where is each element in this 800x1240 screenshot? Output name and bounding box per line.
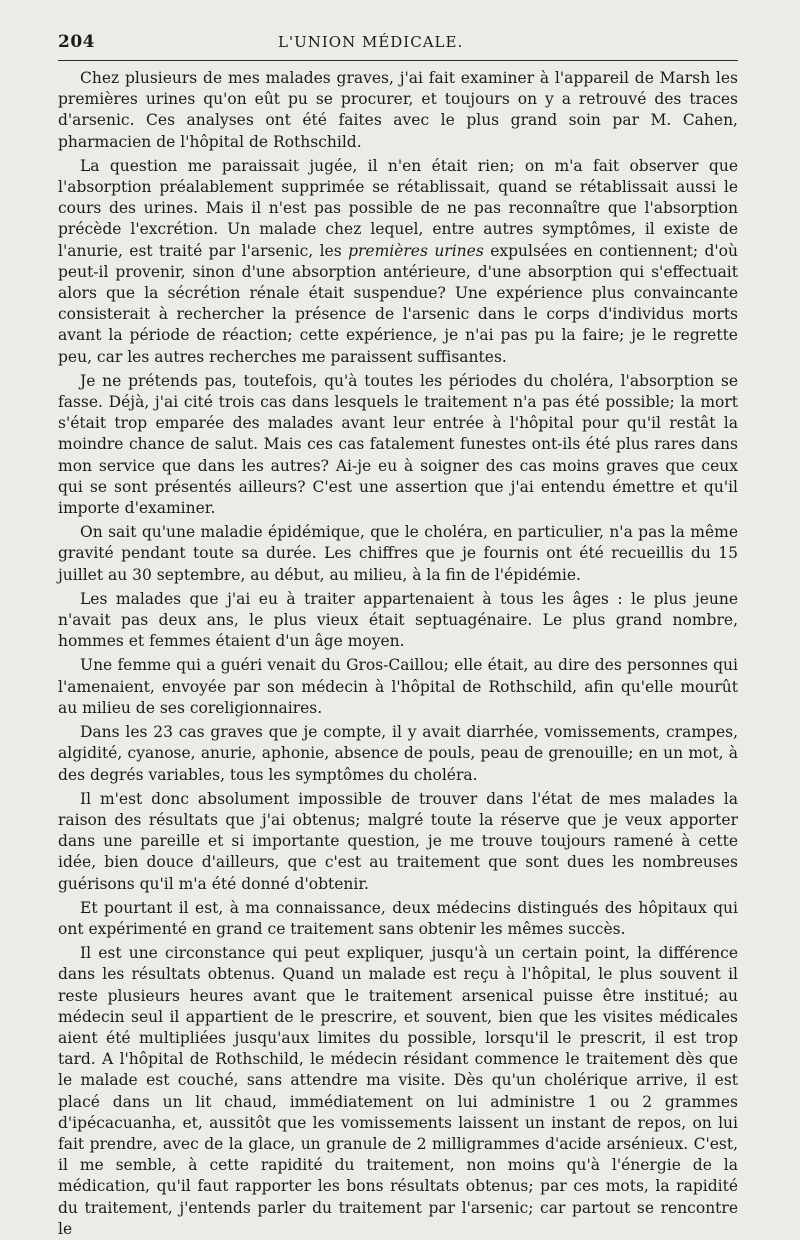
paragraph-8: Il m'est donc absolument impossible de trouver dans l'état de mes malades la raison des résultats que j'ai obtenus; malgré toute la réserve que je veux apporter dans une pareille et si importante question, je me trouve toujours ramené à cette idée, bien douce d'ailleurs, que c'est au traitement que sont dues les nombreuses guérisons qu'il m'a été donné d'obtenir. <box>58 789 738 893</box>
journal-title: L'UNION MÉDICALE. <box>278 33 464 51</box>
paragraph-5: Les malades que j'ai eu à traiter appartenaient à tous les âges : le plus jeune n'avait pas deux ans, le plus vieux était septuagénaire. Le plus grand nombre, hommes et femmes étaient d'un âge moyen. <box>58 589 738 651</box>
running-header <box>58 32 738 60</box>
paragraph-7: Dans les 23 cas graves que je compte, il y avait diarrhée, vomissements, crampes, algidité, cyanose, anurie, aphonie, absence de pouls, peau de grenouille; en un mot, à des degrés variables, tous les symptômes du choléra. <box>58 723 738 784</box>
paragraph-1: Chez plusieurs de mes malades graves, j'ai fait examiner à l'appareil de Marsh les premières urines qu'on eût pu se procurer, et toujours on y a retrouvé des traces d'arsenic. Ces analyses ont été faites avec le plus grand soin par M. Cahen, pharmacien de l'hôpital de Rothschild. <box>58 69 738 151</box>
body-text <box>58 68 738 1240</box>
paragraph-6: Une femme qui a guéri venait du Gros-Caillou; elle était, au dire des personnes qui l'amenaient, envoyée par son médecin à l'hôpital de Rothschild, afin qu'elle mourût au milieu de ses coreligionnaires. <box>58 656 738 717</box>
paragraph-2-part-1: La question me paraissait jugée, il n'en était rien; on m'a fait observer que l'absorption préalablement supprimée se rétablissait, quand se rétablissait aussi le cours des urines. Mais il n'est pas possible de ne pas reconnaître que l'absorption précède l'excrétion. Un malade chez lequel, entre autres symptômes, il existe de l'anurie, est traité par l'arsenic, les <box>58 156 738 260</box>
paragraph-3: Je ne prétends pas, toutefois, qu'à toutes les périodes du choléra, l'absorption se fasse. Déjà, j'ai cité trois cas dans lesquels le traitement n'a pas été possible; la mort s'était trop emparée des malades avant leur entrée à l'hôpital pour qu'il restât la moindre chance de salut. Mais ces cas fatalement funestes ont-ils été plus rares dans mon service que dans les autres? Ai-je eu à soigner des cas moins graves que ceux qui se sont présentés ailleurs? C'est une assertion que j'ai entendu émettre et qu'il importe d'examiner. <box>58 371 738 518</box>
paragraph-9: Et pourtant il est, à ma connaissance, deux médecins distingués des hôpitaux qui ont expérimenté en grand ce traitement sans obtenir les mêmes succès. <box>58 898 738 938</box>
paragraph-2-italic: premières urines <box>348 241 484 260</box>
paragraph-2 <box>58 156 738 368</box>
paragraph-4: On sait qu'une maladie épidémique, que le choléra, en particulier, n'a pas la même gravité pendant toute sa durée. Les chiffres que je fournis ont été recueillis du 15 juillet au 30 septembre, au début, au milieu, à la fin de l'épidémie. <box>58 523 738 584</box>
paragraph-10: Il est une circonstance qui peut expliquer, jusqu'à un certain point, la différence dans les résultats obtenus. Quand un malade est reçu à l'hôpital, le plus souvent il reste plusieurs heures avant que le traitement arsenical puisse être institué; au médecin seul il appartient de le prescrire, et souvent, bien que les visites médicales aient été multipliées jusqu'aux limites du possible, lorsqu'il le prescrit, il est trop tard. A l'hôpital de Rothschild, le médecin résidant commence le traitement dès que le malade est couché, sans attendre ma visite. Dès qu'un cholérique arrive, il est placé dans un lit chaud, immédiatement on lui administre 1 ou 2 grammes d'ipécacuanha, et, aussitôt que les vomissements laissent un instant de repos, on lui fait prendre, avec de la glace, un granule de 2 milligrammes d'acide arsénieux. C'est, il me semble, à cette rapidité du traitement, non moins qu'à l'énergie de la médication, qu'il faut rapporter les bons résultats obtenus; par ces mots, la rapidité du traitement, j'entends parler du traitement par l'arsenic; car partout se rencontre le <box>58 944 738 1238</box>
paragraph-2-part-2: expulsées en contiennent; d'où peut-il provenir, sinon d'une absorption antérieure, d'une absorption qui s'effectuait alors que la sécrétion rénale était suspendue? Une expérience plus convaincante consisterait à rechercher la présence de l'arsenic dans le corps d'individus morts avant la période de réaction; cette expérience, je n'ai pas pu la faire; je le regrette peu, car les autres recherches me paraissent suffisantes. <box>58 241 738 366</box>
header-rule <box>58 60 738 61</box>
page-number: 204 <box>58 32 95 52</box>
